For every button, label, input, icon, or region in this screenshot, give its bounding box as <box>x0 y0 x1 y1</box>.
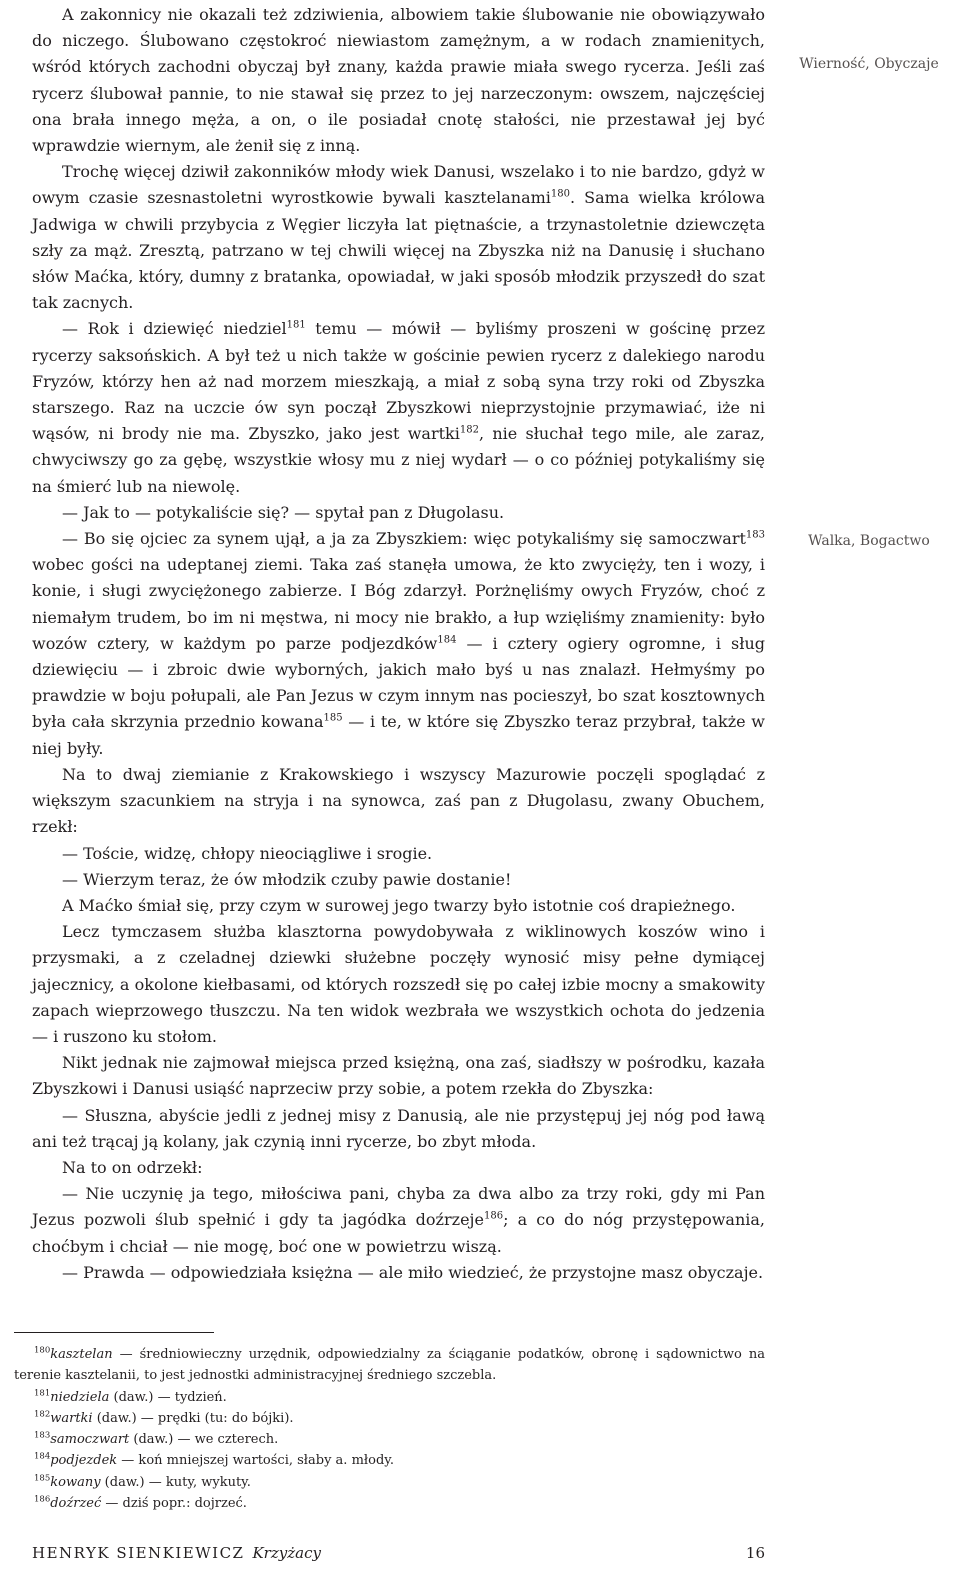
paragraph: — Jak to — potykaliście się? — spytał pan z Długolasu. <box>62 502 505 522</box>
footnote-item <box>14 1408 765 1429</box>
footnote-item <box>14 1493 765 1514</box>
author-name: HENRYK SIENKIEWICZ <box>32 1544 245 1562</box>
paragraph: Na to dwaj ziemianie z Krakowskiego i wszyscy Mazurowie poczęli spoglądać z większym szacunkiem na stryja i na synowca, zaś pan z Długolasu, zwany Obuchem, rzekł: <box>32 764 765 837</box>
paragraph: Nikt jednak nie zajmował miejsca przed księżną, ona zaś, siadłszy w pośrodku, kazała Zbyszkowi i Danusi usiąść naprzeciw przy sobie, a potem rzekła do Zbyszka: <box>32 1053 765 1099</box>
footnote-term: samoczwart <box>50 1432 130 1448</box>
paragraph <box>32 526 765 762</box>
paragraph: A Maćko śmiał się, przy czym w surowej jego twarzy było istotnie coś drapieżnego. <box>62 895 736 915</box>
footnote-text: (daw.) — prędki (tu: do bójki). <box>92 1410 294 1426</box>
footnotes <box>14 1344 765 1514</box>
paragraph <box>32 1181 765 1260</box>
footnote-separator <box>14 1332 214 1333</box>
text-span: — Bo się ojciec za synem ujął, a ja za Zbyszkiem: więc potykaliśmy się samoczwart <box>62 529 746 549</box>
footnote-term: wartki <box>50 1410 93 1426</box>
footer-author <box>32 1544 321 1562</box>
footnote-number: 180 <box>34 1345 51 1356</box>
footnote-item <box>14 1387 765 1408</box>
footnote-ref[interactable]: 181 <box>286 320 306 332</box>
footnote-item <box>14 1472 765 1493</box>
footnote-number: 184 <box>34 1452 51 1463</box>
paragraph: A zakonnicy nie okazali też zdziwienia, albowiem takie ślubowanie nie obowiązywało do niczego. Ślubowano częstokroć niewiastom zamężnym, a w rodach znamienitych, wśród których zachodni obyczaj był znany, każda prawie miała swego rycerza. Jeśli zaś rycerz ślubował pannie, to nie stawał się przez to jej narzeczonym: owszem, najczęściej ona brała innego męża, a on, o ile posiadał cnotę stałości, nie przestawał jej być wprawdzie wiernym, ale żenił się z inną. <box>32 5 765 156</box>
page-number: 16 <box>745 1544 765 1562</box>
text-span: — Nie uczynię ja tego, miłościwa pani, chyba za dwa albo za trzy roki, gdy mi Pan Jezus pozwoli ślub spełnić i gdy ta jagódka doźrzeje <box>32 1184 765 1230</box>
footnote-number: 181 <box>34 1388 51 1399</box>
footnote-term: doźrzeć <box>50 1496 102 1512</box>
margin-note-motif: Wierność, Obyczaje <box>799 56 939 72</box>
footnote-text: — dziś popr.: dojrzeć. <box>101 1496 247 1512</box>
book-title: Krzyżacy <box>252 1544 321 1562</box>
text-span: . Sama wielka królowa Jadwiga w chwili przybycia z Węgier liczyła lat piętnaście, a trzynastoletnie dziewczęta szły za mąż. Zresztą, patrzano w tej chwili więcej na Zbyszka niż na Danusię i słuchano słów Maćka, który, dumny z bratanka, opowiadał, w jaki sposób młodzik przyszedł do szat tak zacnych. <box>32 188 765 313</box>
paragraph <box>32 316 765 499</box>
paragraph: — Prawda — odpowiedziała księżna — ale miło wiedzieć, że przystojne masz obyczaje. <box>62 1262 764 1282</box>
footnote-ref[interactable]: 182 <box>459 424 479 436</box>
footnote-number: 182 <box>34 1409 51 1420</box>
paragraph: — Słuszna, abyście jedli z jednej misy z Danusią, ale nie przystępuj jej nóg pod ławą ani też trącaj ją kolany, jak czynią inni rycerze, bo zbyt młoda. <box>32 1105 765 1151</box>
footnote-text: — koń mniejszej wartości, słaby a. młody. <box>117 1453 395 1469</box>
text-span: ; a co do nóg przystępowania, choćbym i chciał — nie mogę, boć one w powietrzu wiszą. <box>32 1210 765 1256</box>
footnote-item <box>14 1344 765 1387</box>
footnote-number: 186 <box>34 1494 51 1505</box>
main-text <box>32 2 765 1286</box>
footnote-term: podjezdek <box>50 1453 118 1469</box>
text-span: temu — mówił — byliśmy proszeni w gościnę przez rycerzy saksońskich. A był też u nich także w gościnie pewien rycerz z dalekiego narodu Fryzów, którzy hen aż nad morzem mieszkają, a miał z sobą syna trzy roki od Zbyszka starszego. Raz na uczcie ów syn począł Zbyszkowi nieprzystojnie przymawiać, iże ni wąsów, ni brody nie ma. Zbyszko, jako jest wartki <box>32 319 765 444</box>
paragraph: — Toście, widzę, chłopy nieociągliwe i srogie. <box>62 843 433 863</box>
footnote-ref[interactable]: 186 <box>483 1211 504 1223</box>
footnote-ref[interactable]: 184 <box>437 634 457 646</box>
footnote-number: 183 <box>34 1430 51 1441</box>
footnote-text: (daw.) — kuty, wykuty. <box>100 1474 251 1490</box>
paragraph: Lecz tymczasem służba klasztorna powydobywała z wiklinowych koszów wino i przysmaki, a z czeladnej dziewki służebne poczęły wynosić misy pełne dymiącej jajecznicy, a okolone kiełbasami, od których rozszedł się po całej izbie mocny a smakowity zapach wieprzowego tłuszczu. Na ten widok wezbrała we wszystkich ochota do jedzenia — i ruszono ku stołom. <box>32 922 765 1046</box>
footnote-term: niedziela <box>50 1389 110 1405</box>
margin-note-motif: Walka, Bogactwo <box>808 533 930 549</box>
footnote-ref[interactable]: 185 <box>323 713 343 725</box>
paragraph <box>32 159 765 316</box>
page-footer <box>32 1544 765 1568</box>
footnote-ref[interactable]: 180 <box>550 189 570 201</box>
footnote-term: kasztelan <box>50 1347 113 1362</box>
footnote-text: (daw.) — tydzień. <box>109 1389 227 1405</box>
text-span: Trochę więcej dziwił zakonników młody wiek Danusi, wszelako i to nie bardzo, gdyż w owym czasie szesnastoletni wyrostkowie bywali kasztelanami <box>32 162 765 208</box>
text-span: wobec gości na udeptanej ziemi. Taka zaś stanęła umowa, że kto zwycięży, ten i wozy, i konie, i sługi zwyciężonego zabierze. I Bóg zdarzył. Porżnęliśmy owych Fryzów, choć z niemałym trudem, bo im ni męstwa, ni mocy nie brakło, a łup wzięliśmy znamienity: było wozów cztery, w każdym po parze podjezdków <box>32 555 765 653</box>
text-span: — Rok i dziewięć niedziel <box>62 319 287 339</box>
footnote-text: — średniowieczny urzędnik, odpowiedzialny za ściąganie podatków, obronę i sądownictwo na terenie kasztelanii, to jest jednostki administracyjnej średniego szczebla. <box>14 1347 765 1384</box>
footnote-ref[interactable]: 183 <box>745 529 765 541</box>
footnote-term: kowany <box>50 1474 101 1490</box>
text-span: — i te, w które się Zbyszko teraz przybrał, także w niej były. <box>32 712 765 758</box>
footnote-item <box>14 1450 765 1471</box>
footnote-number: 185 <box>34 1473 51 1484</box>
text-span: — i cztery ogiery ogromne, i sług dziewięciu — i zbroic dwie wyborných, jakich mało byś u nas znalazł. Hełmyśmy po prawdzie w boju połupali, ale Pan Jezus w czym innym nas pocieszył, bo szat kosztownych była cała skrzynia przednio kowana <box>32 633 766 732</box>
paragraph: Na to on odrzekł: <box>62 1157 203 1177</box>
paragraph: — Wierzym teraz, że ów młodzik czuby pawie dostanie! <box>62 869 512 889</box>
text-span: , nie słuchał tego mile, ale zaraz, chwyciwszy go za gębę, wszystkie włosy mu z niej wydarł — o co później potykaliśmy się na śmierć lub na niewolę. <box>32 424 766 496</box>
footnote-text: (daw.) — we czterech. <box>129 1432 279 1448</box>
footnote-item <box>14 1429 765 1450</box>
